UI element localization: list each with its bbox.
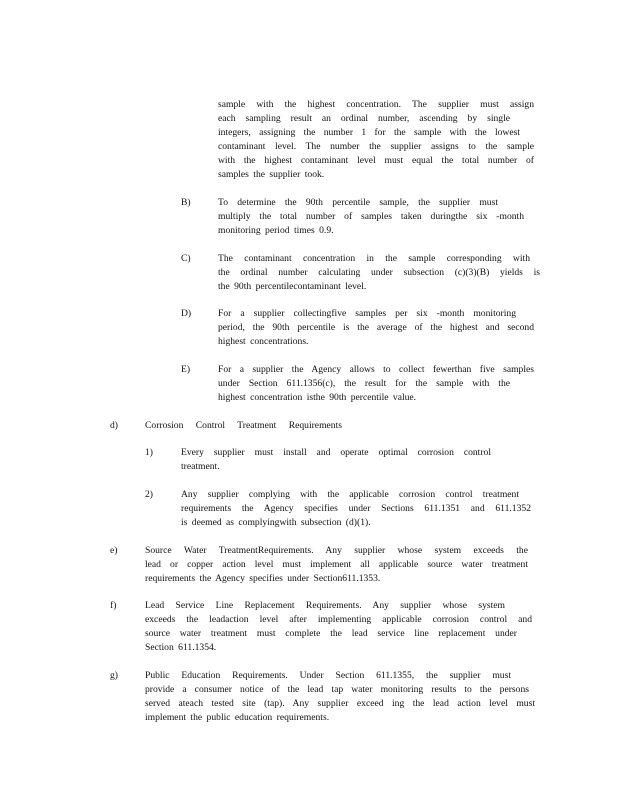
item-label-1: 1) <box>145 447 153 458</box>
text-line: exceeds the leadaction level after implementing applicable corrosion control and <box>145 614 532 625</box>
text-line: multiply the total number of samples taken duringthe six -month <box>218 211 524 222</box>
text-line: The contaminant concentration in the sample corresponding with <box>218 253 530 264</box>
text-line: For a supplier collectingfive samples per six -month monitoring <box>218 308 516 319</box>
section-g-paragraph <box>145 669 535 725</box>
text-line: lead or copper action level must implement all applicable source water treatment <box>145 559 528 570</box>
section-e-paragraph <box>145 544 528 586</box>
text-line: source water treatment must complete the lead service line replacement under <box>145 628 517 639</box>
section-d-heading <box>145 419 345 433</box>
text-line: Public Education Requirements. Under Section 611.1355, the supplier must <box>145 670 511 681</box>
text-line: samples the supplier took. <box>218 169 325 180</box>
continuation-paragraph <box>218 98 534 182</box>
text-line: provide a consumer notice of the lead tap water monitoring results to the persons <box>145 684 529 695</box>
text-line: integers, assigning the number 1 for the sample with the lowest <box>218 127 520 138</box>
text-line: highest concentration isthe 90th percentile value. <box>218 392 417 403</box>
text-line: requirements the Agency specifies under Sections 611.1351 and 611.1352 <box>181 503 531 514</box>
text-line: contaminant level. The number the supplier assigns to the sample <box>218 141 534 152</box>
item-B-paragraph <box>218 196 524 238</box>
text-line: is deemed as complyingwith subsection (d)(1). <box>181 517 371 528</box>
item-E-paragraph <box>218 363 534 405</box>
text-line: requirements the Agency specifies under Section611.1353. <box>145 573 381 584</box>
section-label-g: g) <box>110 670 118 681</box>
text-line: sample with the highest concentration. The supplier must assign <box>218 99 534 110</box>
text-line: monitoring period times 0.9. <box>218 225 334 236</box>
text-line: For a supplier the Agency allows to collect fewerthan five samples <box>218 364 534 375</box>
text-line: the ordinal number calculating under subsection (c)(3)(B) yields is <box>218 267 540 278</box>
text-line: implement the public education requirements. <box>145 712 330 723</box>
item-2-paragraph <box>181 488 531 530</box>
text-line: Section 611.1354. <box>145 642 217 653</box>
item-label-B: B) <box>181 197 191 208</box>
item-label-E: E) <box>181 364 191 375</box>
section-heading: Corrosion Control Treatment Requirements <box>145 420 342 431</box>
item-label-2: 2) <box>145 489 153 500</box>
text-line: period, the 90th percentile is the average of the highest and second <box>218 322 534 333</box>
text-line: To determine the 90th percentile sample, the supplier must <box>218 197 498 208</box>
text-line: highest concentrations. <box>218 336 309 347</box>
text-line: Lead Service Line Replacement Requirements. Any supplier whose system <box>145 600 505 611</box>
text-line: Source Water TreatmentRequirements. Any supplier whose system exceeds the <box>145 545 528 556</box>
section-label-e: e) <box>110 545 118 556</box>
section-label-f: f) <box>110 600 117 611</box>
section-f-paragraph <box>145 599 532 655</box>
item-C-paragraph <box>218 252 540 294</box>
section-label-d: d) <box>110 420 118 431</box>
text-line: each sampling result an ordinal number, ascending by single <box>218 113 510 124</box>
item-D-paragraph <box>218 307 534 349</box>
text-line: with the highest contaminant level must equal the total number of <box>218 155 534 166</box>
text-line: the 90th percentilecontaminant level. <box>218 281 367 292</box>
item-1-paragraph <box>181 446 491 474</box>
text-line: Every supplier must install and operate optimal corrosion control <box>181 447 491 458</box>
text-line: Any supplier complying with the applicable corrosion control treatment <box>181 489 519 500</box>
item-label-D: D) <box>181 308 192 319</box>
text-line: treatment. <box>181 461 220 472</box>
text-line: under Section 611.1356(c), the result for the sample with the <box>218 378 510 389</box>
item-label-C: C) <box>181 253 191 264</box>
text-line: served ateach tested site (tap). Any supplier exceed ing the lead action level must <box>145 698 535 709</box>
